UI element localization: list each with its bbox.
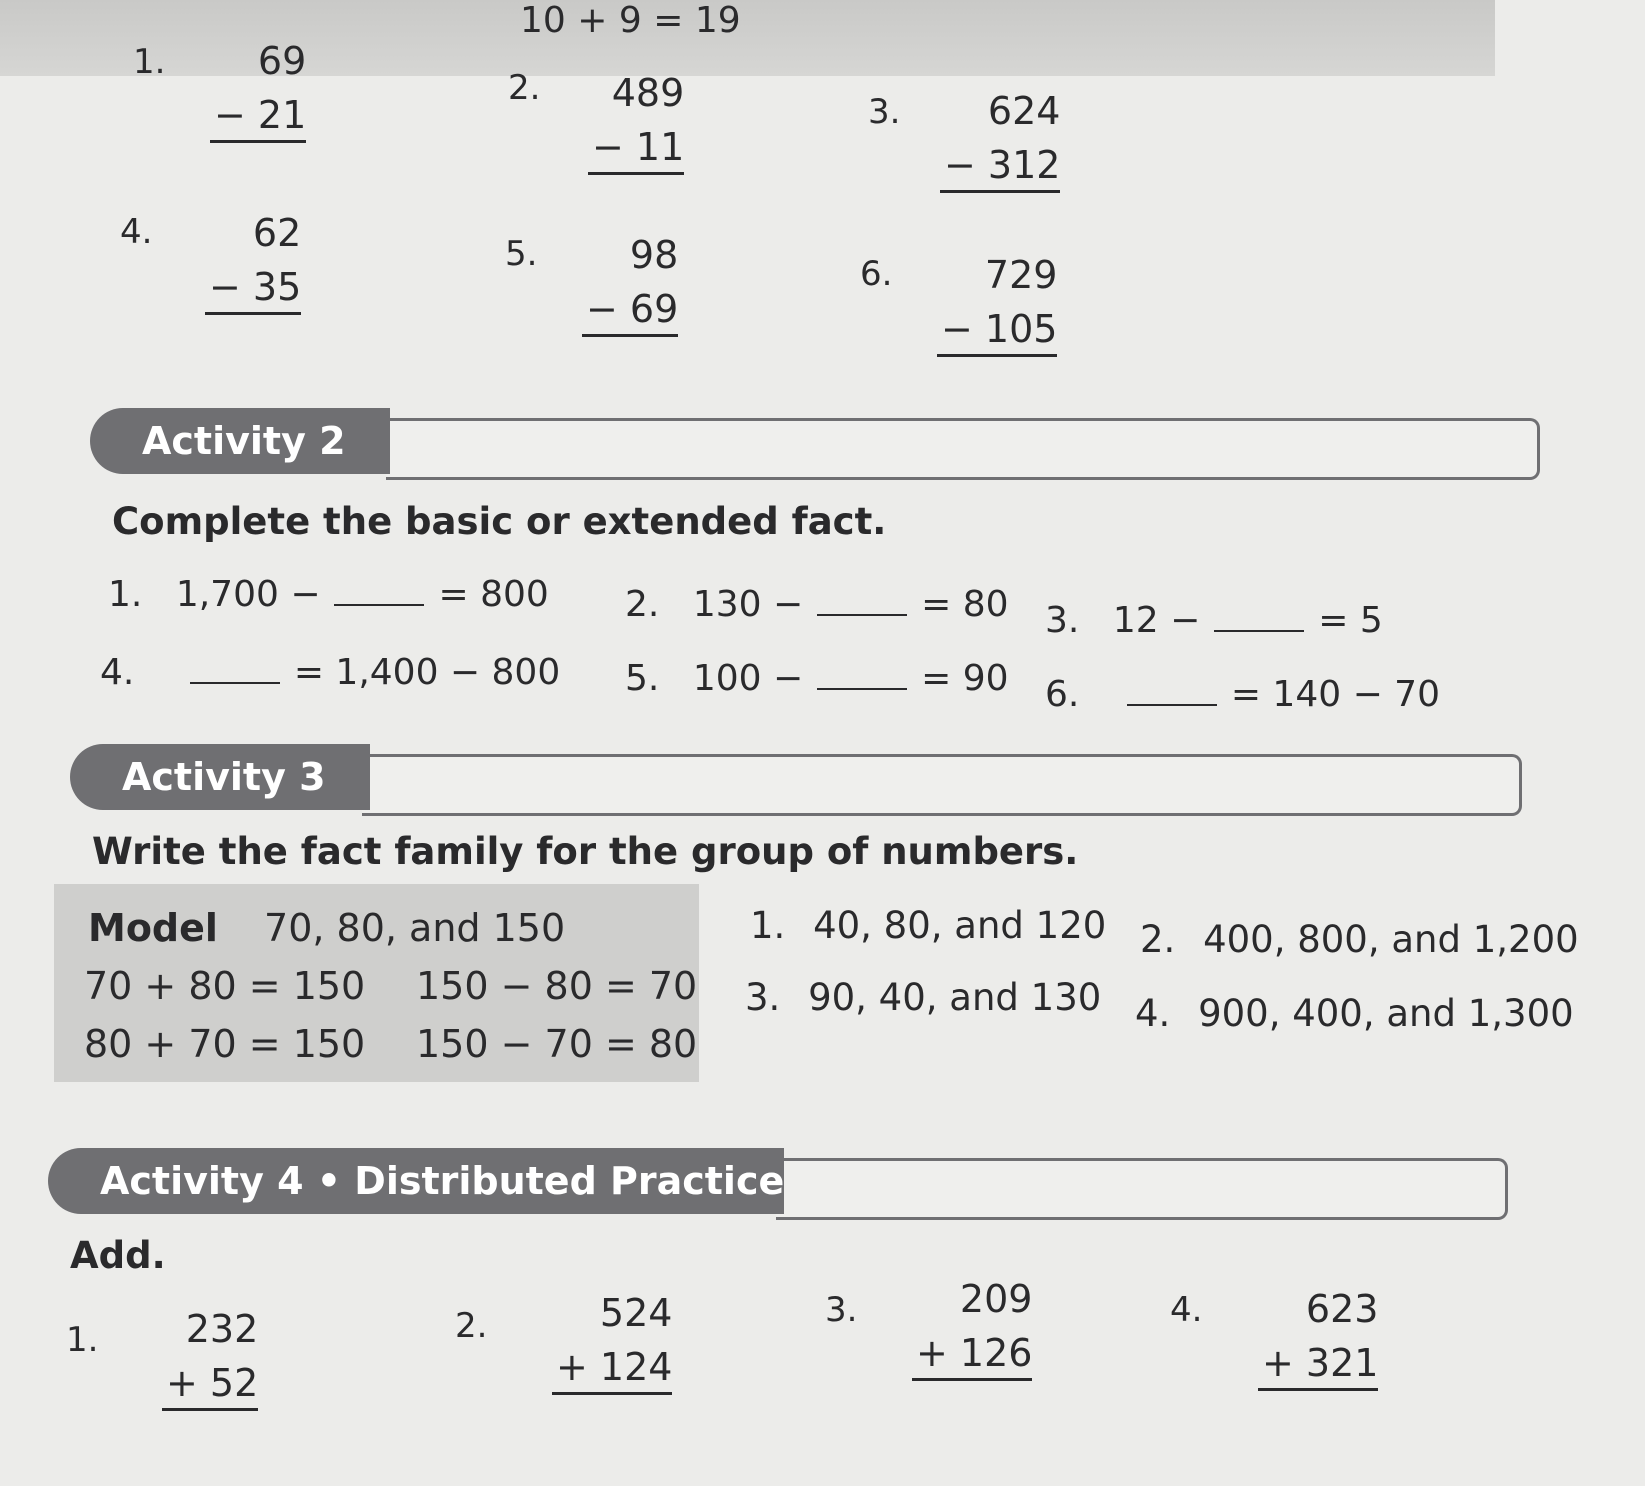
fact-right: = 90 [921, 658, 1009, 699]
answer-blank[interactable] [190, 652, 280, 684]
answer-blank[interactable] [1127, 674, 1217, 706]
item-numbers: 400, 800, and 1,200 [1203, 918, 1579, 961]
problem-number: 4. [120, 212, 153, 252]
top-operand: 62 [252, 211, 302, 255]
problem-number: 2. [455, 1306, 488, 1346]
item-number: 4. [100, 652, 135, 693]
bottom-operand: − 11 [588, 122, 684, 175]
item-number: 1. [108, 574, 143, 615]
problem-number: 1. [66, 1320, 99, 1360]
model-fact: 80 + 70 = 150 [84, 1022, 366, 1066]
fact-left: 12 − [1112, 600, 1201, 641]
top-operand: 69 [257, 39, 307, 83]
model-numbers: 70, 80, and 150 [264, 906, 566, 950]
fact-item-6 [1045, 674, 1440, 715]
item-number: 5. [625, 658, 660, 699]
header-bar [776, 1158, 1508, 1220]
fact-family-item-4 [1135, 992, 1574, 1035]
fact-right: = 5 [1318, 600, 1383, 641]
item-numbers: 40, 80, and 120 [813, 904, 1107, 947]
bottom-operand: + 52 [162, 1358, 258, 1411]
subtraction-problem-1 [210, 34, 306, 143]
problem-number: 3. [868, 92, 901, 132]
fact-family-item-2 [1140, 918, 1579, 961]
activity-4-instruction: Add. [70, 1234, 166, 1277]
top-operand: 623 [1305, 1287, 1379, 1331]
problem-number: 6. [860, 254, 893, 294]
fact-right: = 800 [438, 574, 549, 615]
bottom-operand: + 126 [912, 1328, 1032, 1381]
subtraction-problem-6 [937, 248, 1057, 357]
bottom-operand: − 69 [582, 284, 678, 337]
top-operand: 98 [629, 233, 679, 277]
addition-problem-4 [1258, 1282, 1378, 1391]
subtraction-problem-3 [940, 84, 1060, 193]
top-operand: 524 [599, 1291, 673, 1335]
activity-title: Activity 2 [90, 408, 390, 474]
problem-number: 4. [1170, 1290, 1203, 1330]
bottom-operand: − 105 [937, 304, 1057, 357]
subtraction-problem-2 [588, 66, 684, 175]
item-number: 3. [745, 976, 781, 1019]
addition-problem-1 [162, 1302, 258, 1411]
fact-right: = 1,400 − 800 [293, 652, 561, 693]
activity-title: Activity 4 • Distributed Practice [48, 1148, 784, 1214]
addition-problem-2 [552, 1286, 672, 1395]
problem-number: 3. [825, 1290, 858, 1330]
fact-left: 1,700 − [175, 574, 321, 615]
model-box [54, 884, 699, 1082]
addition-problem-3 [912, 1272, 1032, 1381]
item-numbers: 900, 400, and 1,300 [1198, 992, 1574, 1035]
bottom-operand: + 321 [1258, 1338, 1378, 1391]
top-operand: 729 [984, 253, 1058, 297]
fact-family-item-3 [745, 976, 1101, 1019]
model-fact: 70 + 80 = 150 [84, 964, 366, 1008]
item-number: 3. [1045, 600, 1080, 641]
item-numbers: 90, 40, and 130 [808, 976, 1102, 1019]
model-heading [88, 906, 565, 950]
model-fact: 150 − 80 = 70 [416, 964, 698, 1008]
fact-left: 100 − [692, 658, 804, 699]
bottom-operand: − 312 [940, 140, 1060, 193]
problem-number: 5. [505, 234, 538, 274]
top-operand: 624 [987, 89, 1061, 133]
activity-3-instruction: Write the fact family for the group of numbers. [92, 830, 1079, 873]
fact-item-1 [108, 574, 549, 615]
header-bar [362, 754, 1522, 816]
top-equation-note: 10 + 9 = 19 [520, 0, 741, 41]
fact-right: = 80 [921, 584, 1009, 625]
subtraction-problem-4 [205, 206, 301, 315]
item-number: 6. [1045, 674, 1080, 715]
model-fact: 150 − 70 = 80 [416, 1022, 698, 1066]
bottom-operand: − 21 [210, 90, 306, 143]
activity-4-header [48, 1148, 1508, 1214]
activity-2-header [90, 408, 1540, 474]
fact-left: 130 − [692, 584, 804, 625]
activity-3-header [70, 744, 1522, 810]
item-number: 2. [625, 584, 660, 625]
item-number: 1. [750, 904, 786, 947]
problem-number: 1. [133, 42, 166, 82]
activity-title: Activity 3 [70, 744, 370, 810]
activity-2-instruction: Complete the basic or extended fact. [112, 500, 887, 543]
model-label: Model [88, 906, 218, 950]
answer-blank[interactable] [817, 658, 907, 690]
top-operand: 209 [959, 1277, 1033, 1321]
subtraction-problem-5 [582, 228, 678, 337]
fact-family-item-1 [750, 904, 1106, 947]
bottom-operand: + 124 [552, 1342, 672, 1395]
top-operand: 489 [611, 71, 685, 115]
answer-blank[interactable] [817, 584, 907, 616]
item-number: 2. [1140, 918, 1176, 961]
answer-blank[interactable] [334, 574, 424, 606]
header-bar [386, 418, 1540, 480]
fact-item-4 [100, 652, 560, 693]
fact-right: = 140 − 70 [1230, 674, 1440, 715]
fact-item-5 [625, 658, 1009, 699]
top-operand: 232 [185, 1307, 259, 1351]
fact-item-2 [625, 584, 1009, 625]
item-number: 4. [1135, 992, 1171, 1035]
problem-number: 2. [508, 68, 541, 108]
bottom-operand: − 35 [205, 262, 301, 315]
fact-item-3 [1045, 600, 1383, 641]
answer-blank[interactable] [1214, 600, 1304, 632]
